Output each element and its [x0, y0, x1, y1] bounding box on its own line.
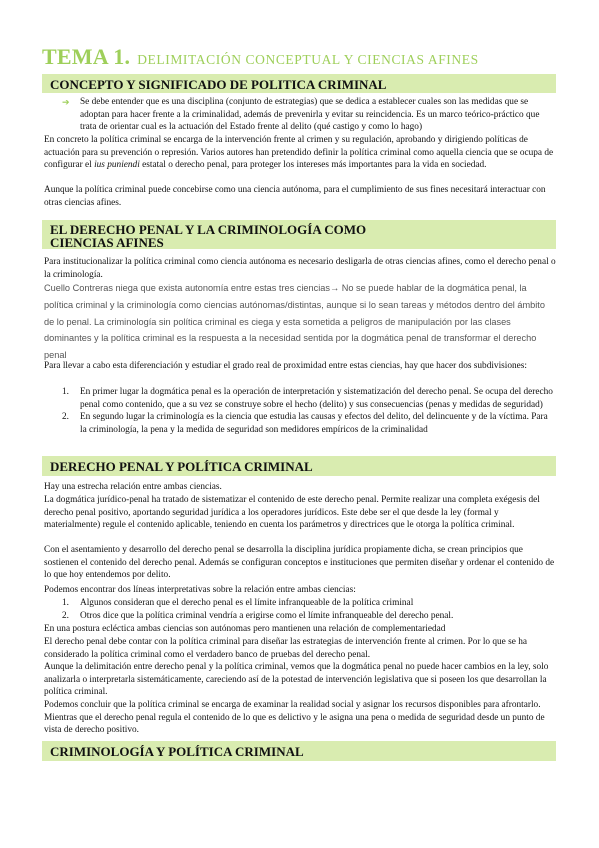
- section-heading-band: [42, 74, 556, 93]
- section-heading: CRIMINOLOGÍA Y POLÍTICA CRIMINAL: [50, 744, 304, 759]
- list-item: [44, 386, 556, 411]
- list-item-text: En segundo lugar la criminología es la ciencia que estudia las causas y efectos del delito, del delincuente y de la víctima. Para la criminología, la pena y la medida de seguridad son medidores empíricos de la criminalidad: [80, 412, 548, 435]
- list-item-text: Otros dice que la política criminal vendría a erigirse como el límite infranqueable del derecho penal.: [80, 610, 454, 621]
- section-heading-continued: CIENCIAS AFINES: [50, 235, 164, 250]
- section-heading-band: [42, 220, 556, 249]
- list-number: 1.: [62, 387, 69, 397]
- list-item-text: En primer lugar la dogmática penal es la operación de interpretación y sistematización del derecho penal. Se ocupa del derecho penal como contenido, que a su vez se construye sobre el hecho (delito) y sus consecuencias (penas y medidas de seguridad): [80, 387, 553, 410]
- paragraph-sans: Cuello Contreras niega que exista autonomía entre estas tres ciencias→ No se puede hablar de la dogmática penal, la política criminal y la criminología como ciencias autónomas/distintas, aunque si lo sean tareas y métodos dentro del ámbito de lo penal. La criminología sin política criminal es ciega y esta sometida a peligros de manipulación por las clases dominantes y la política criminal es la respuesta a la necesidad sentida por la dogmática penal de transformar el derecho penal: [44, 283, 545, 361]
- list-number: 2.: [62, 610, 69, 621]
- list-item-text: Algunos consideran que el derecho penal es el límite infranqueable de la política criminal: [80, 598, 414, 608]
- list-number: 2.: [62, 412, 69, 422]
- list-number: 1.: [62, 598, 69, 608]
- section-heading: EL DERECHO PENAL Y LA CRIMINOLOGÍA COMO: [50, 222, 367, 237]
- list-item: [44, 597, 556, 610]
- paragraph: Podemos encontrar dos líneas interpretativas sobre la relación entre ambas ciencias:: [44, 585, 356, 595]
- paragraph: Para llevar a cabo esta diferenciación y estudiar el grado real de proximidad entre estas ciencias, hay que hacer dos subdivisiones:: [44, 361, 527, 371]
- list-item: [44, 610, 556, 623]
- arrow-bullet-icon: ➔: [62, 97, 70, 107]
- numbered-list: [44, 597, 556, 622]
- title-number: TEMA 1.: [42, 44, 131, 69]
- numbered-list: [44, 386, 556, 436]
- page-title: [42, 44, 582, 70]
- section-heading-band: [42, 456, 556, 476]
- paragraph: En una postura ecléctica ambas ciencias son autónomas pero mantienen una relación de complementariedad: [44, 624, 446, 634]
- bullet-paragraph: Se debe entender que es una disciplina (conjunto de estrategias) que se dedica a establecer cuales son las medidas que se adoptan para hacer frente a la criminalidad, además de prevenirla y evitar su reincidencia. Es un marco teórico-práctico que trata de orientar cual es la actuación del Estado frente al delito (qué castigo y como lo hago): [80, 97, 540, 132]
- paragraph: Hay una estrecha relación entre ambas ciencias.: [44, 482, 222, 492]
- paragraph: La dogmática jurídico-penal ha tratado de sistematizar el contenido de este derecho penal. Permite realizar una completa exégesis del derecho penal positivo, aportando seguridad jurídica a los operadores jurídicos. Este debe ser el que desde la ley (formal y materialmente) regule el contenido aplicable, teniendo en cuenta los parámetros y directrices que le otorga la política criminal.: [44, 495, 540, 530]
- paragraph: Aunque la delimitación entre derecho penal y la política criminal, vemos que la dogmática penal no puede hacer cambios en la ley, solo analizarla o interpretarla sistemáticamente, careciendo así de la potestad de intervención legislativa que si poseen los que desarrollan la política criminal.: [44, 662, 549, 697]
- paragraph: Con el asentamiento y desarrollo del derecho penal se desarrolla la disciplina jurídica propiamente dicha, se crean principios que sostienen el contenido del derecho penal. Además se configuran conceptos e instituciones que permiten diseñar y ordenar el contenido de lo que hoy entendemos por delito.: [44, 545, 555, 580]
- section-heading: DERECHO PENAL Y POLÍTICA CRIMINAL: [50, 459, 313, 474]
- section-heading: CONCEPTO Y SIGNIFICADO DE POLITICA CRIMINAL: [50, 77, 387, 92]
- paragraph: Podemos concluir que la política criminal se encarga de examinar la realidad social y asignar los recursos disponibles para afrontarlo. Mientras que el derecho penal regula el contenido de lo que es delictivo y le asigna una pena o medida de seguridad desde un punto de vista de derecho positivo.: [44, 700, 545, 735]
- list-item: [44, 411, 556, 436]
- paragraph: Para institucionalizar la política criminal como ciencia autónoma es necesario desligarla de otras ciencias afines, como el derecho penal o la criminología.: [44, 257, 556, 280]
- paragraph: El derecho penal debe contar con la política criminal para diseñar las estrategias de intervención frente al crimen. Por lo que se ha considerado la política criminal como el verdadero banco de pruebas del derecho penal.: [44, 637, 527, 660]
- emphasis-text: ius puniendi: [94, 160, 140, 170]
- title-name: DELIMITACIÓN CONCEPTUAL Y CIENCIAS AFINES: [137, 52, 479, 67]
- paragraph: Aunque la política criminal puede concebirse como una ciencia autónoma, para el cumplimiento de sus fines necesitará interactuar con otras ciencias afines.: [44, 185, 546, 208]
- paragraph: En concreto la política criminal se encarga de la intervención frente al crimen y su regulación, aprobando y dirigiendo políticas de actuación para su prevención o represión. Varios autores han pretendido definir la política criminal como aquella ciencia que se ocupa de configurar el ius puniendi estatal o derecho penal, para proteger los intereses más importantes para la vida en sociedad.: [44, 135, 554, 170]
- section-heading-band: [42, 741, 556, 761]
